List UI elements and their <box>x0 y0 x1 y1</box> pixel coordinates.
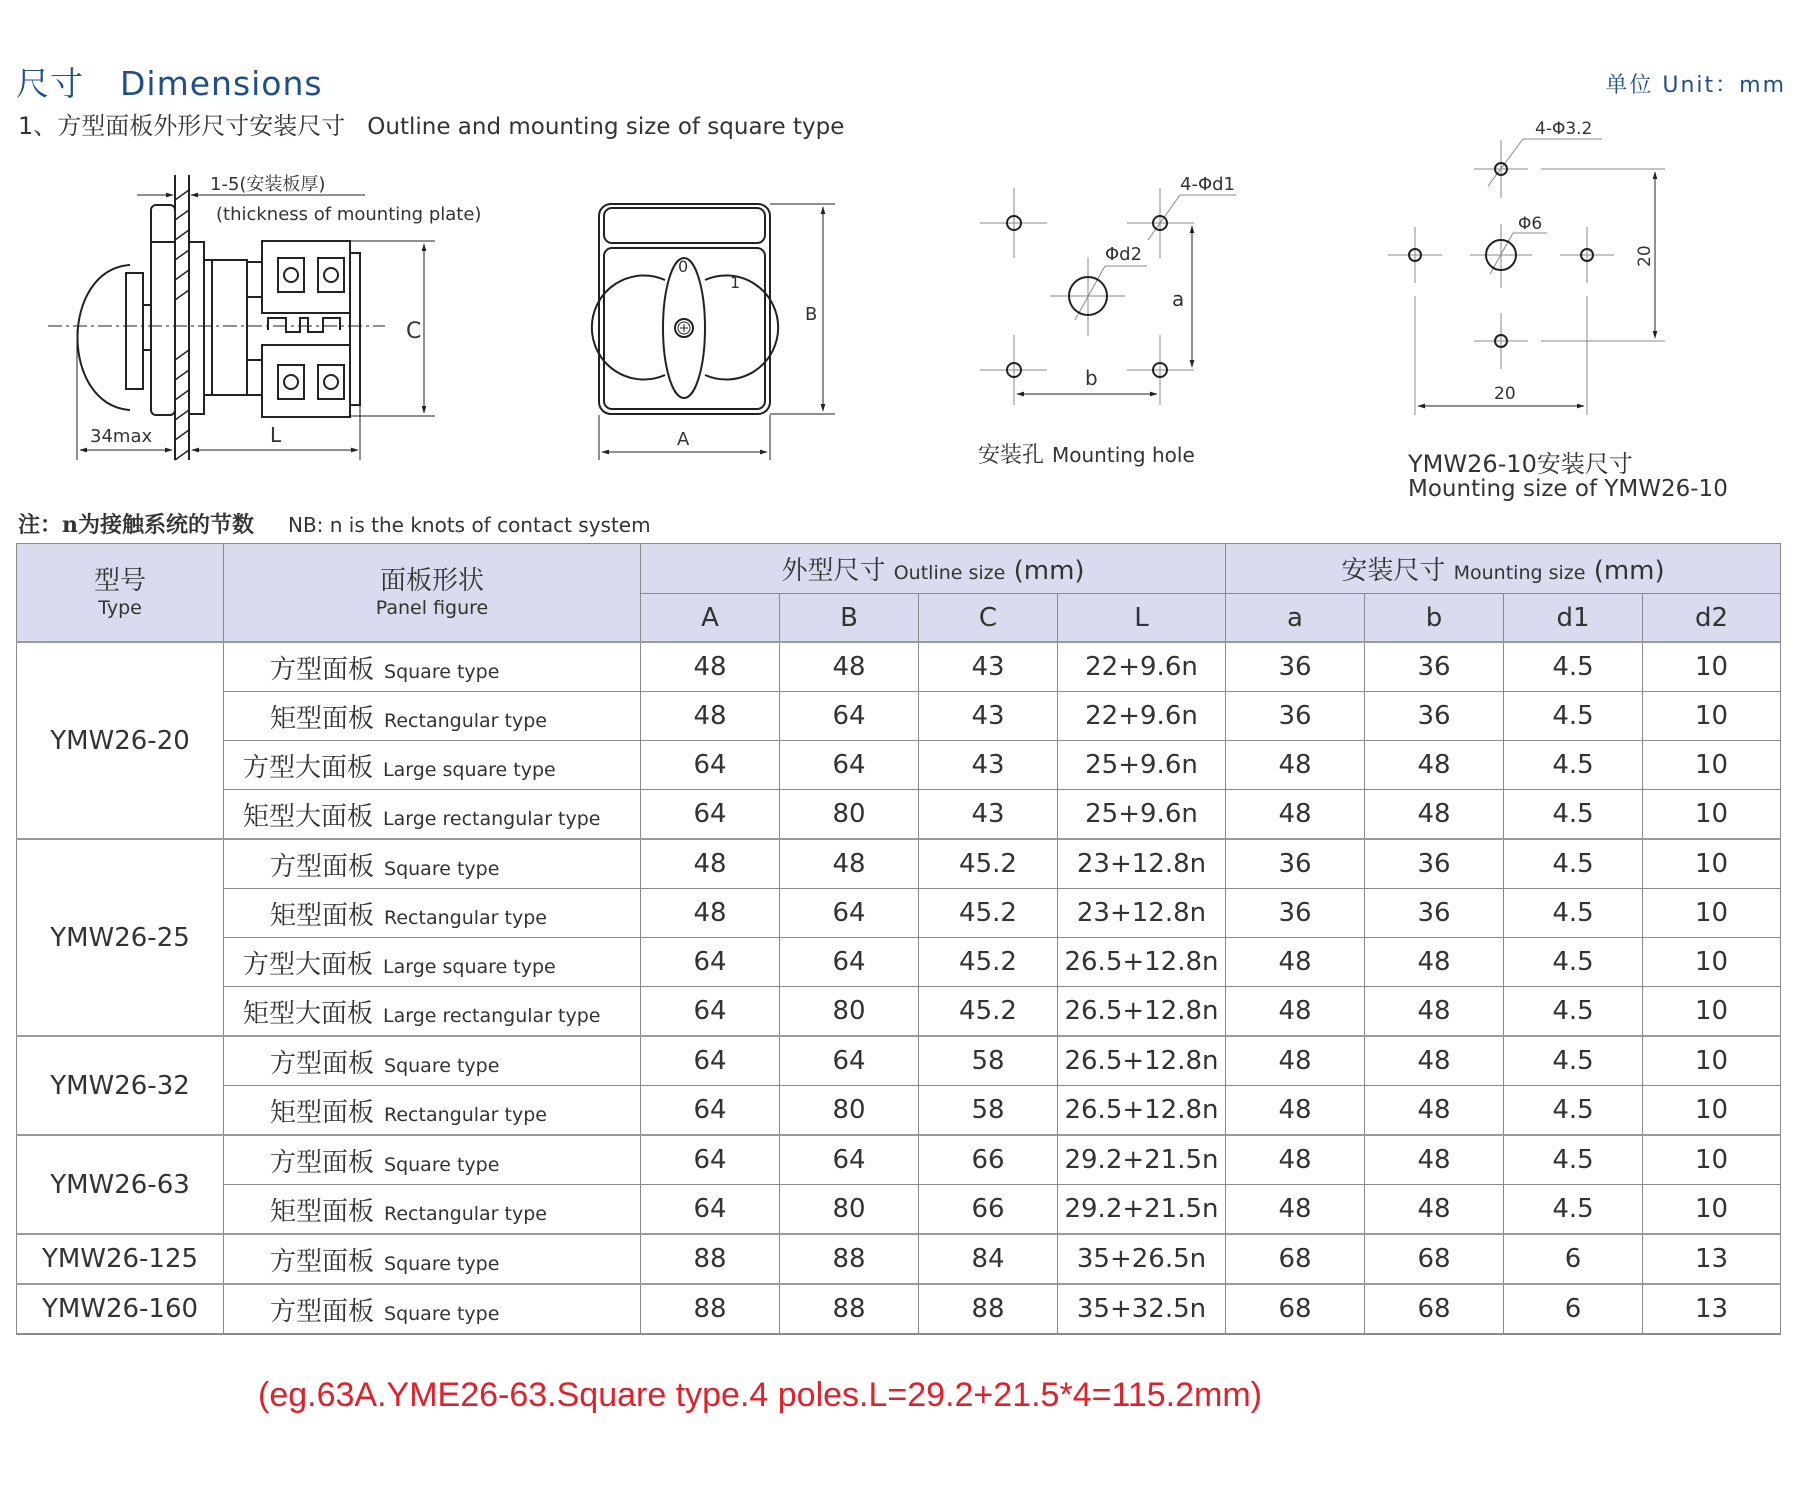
value-cell-L: 25+9.6n <box>1058 741 1226 790</box>
value-cell-L: 22+9.6n <box>1058 642 1226 692</box>
panel-cn: 方型面板 <box>270 1048 375 1079</box>
panel-cell <box>224 1135 641 1185</box>
panel-cell <box>224 1185 641 1235</box>
panel-cell <box>224 642 641 692</box>
panel-cell <box>224 692 641 741</box>
value-cell-d2: 13 <box>1643 1234 1781 1284</box>
table-row <box>17 889 1781 938</box>
dim-34max: 34max <box>90 426 153 447</box>
value-cell-a: 36 <box>1226 889 1365 938</box>
col-header-L: L <box>1058 594 1226 643</box>
table-row <box>17 1284 1781 1334</box>
value-cell-C: 43 <box>919 692 1058 741</box>
value-cell-d2: 13 <box>1643 1284 1781 1334</box>
value-cell-d1: 4.5 <box>1504 692 1643 741</box>
value-cell-L: 23+12.8n <box>1058 839 1226 889</box>
panel-cell <box>224 1036 641 1086</box>
col-header-B: B <box>780 594 919 643</box>
value-cell-C: 66 <box>919 1185 1058 1235</box>
value-cell-a: 48 <box>1226 1135 1365 1185</box>
value-cell-C: 45.2 <box>919 987 1058 1037</box>
value-cell-A: 64 <box>641 790 780 840</box>
value-cell-B: 64 <box>780 1036 919 1086</box>
value-cell-a: 36 <box>1226 642 1365 692</box>
ymw26-10-caption-en: Mounting size of YMW26-10 <box>1408 476 1728 502</box>
value-cell-L: 26.5+12.8n <box>1058 1036 1226 1086</box>
value-cell-A: 48 <box>641 642 780 692</box>
value-cell-A: 64 <box>641 1086 780 1136</box>
value-cell-B: 64 <box>780 938 919 987</box>
dim-a: a <box>1172 287 1185 311</box>
value-cell-a: 48 <box>1226 790 1365 840</box>
value-cell-d1: 4.5 <box>1504 1185 1643 1235</box>
model-cell: YMW26-125 <box>17 1234 224 1284</box>
table-row <box>17 642 1781 692</box>
panel-cell <box>224 987 641 1037</box>
value-cell-d2: 10 <box>1643 790 1781 840</box>
subtitle-cn: 1、方型面板外形尺寸安装尺寸 <box>18 112 346 140</box>
panel-en: Rectangular type <box>384 1103 547 1126</box>
panel-cn: 方型面板 <box>270 851 375 882</box>
panel-cell <box>224 1284 641 1334</box>
center-hole-label-10: Φ6 <box>1518 214 1543 234</box>
panel-en: Square type <box>384 660 500 683</box>
value-cell-L: 25+9.6n <box>1058 790 1226 840</box>
value-cell-B: 48 <box>780 839 919 889</box>
value-cell-b: 48 <box>1365 1185 1504 1235</box>
value-cell-b: 48 <box>1365 790 1504 840</box>
value-cell-d2: 10 <box>1643 741 1781 790</box>
panel-en: Square type <box>384 1252 500 1275</box>
value-cell-b: 36 <box>1365 642 1504 692</box>
value-cell-A: 64 <box>641 1185 780 1235</box>
section-subtitle <box>18 106 844 141</box>
table-row <box>17 790 1781 840</box>
value-cell-d1: 4.5 <box>1504 642 1643 692</box>
value-cell-b: 68 <box>1365 1284 1504 1334</box>
value-cell-b: 48 <box>1365 1135 1504 1185</box>
value-cell-a: 48 <box>1226 1036 1365 1086</box>
table-row <box>17 1036 1781 1086</box>
value-cell-C: 88 <box>919 1284 1058 1334</box>
value-cell-L: 22+9.6n <box>1058 692 1226 741</box>
panel-cn: 方型面板 <box>270 1296 375 1327</box>
value-cell-L: 29.2+21.5n <box>1058 1185 1226 1235</box>
value-cell-B: 48 <box>780 642 919 692</box>
table-row <box>17 839 1781 889</box>
value-cell-B: 80 <box>780 987 919 1037</box>
value-cell-b: 48 <box>1365 1036 1504 1086</box>
dim-C: C <box>406 319 422 344</box>
panel-cn: 矩型大面板 <box>243 801 374 832</box>
col-header-type: 型号 Type <box>17 544 224 643</box>
value-cell-C: 58 <box>919 1086 1058 1136</box>
table-row <box>17 938 1781 987</box>
value-cell-d1: 4.5 <box>1504 889 1643 938</box>
value-cell-C: 43 <box>919 642 1058 692</box>
value-cell-B: 64 <box>780 889 919 938</box>
position-0: 0 <box>678 257 689 276</box>
value-cell-a: 68 <box>1226 1284 1365 1334</box>
ymw26-10-diagram <box>1370 110 1800 430</box>
value-cell-A: 64 <box>641 741 780 790</box>
panel-cell <box>224 1234 641 1284</box>
panel-cn: 方型面板 <box>270 1246 375 1277</box>
value-cell-b: 48 <box>1365 1086 1504 1136</box>
value-cell-L: 35+32.5n <box>1058 1284 1226 1334</box>
value-cell-b: 36 <box>1365 692 1504 741</box>
table-row <box>17 1185 1781 1235</box>
value-cell-B: 64 <box>780 692 919 741</box>
col-header-A: A <box>641 594 780 643</box>
dim-vertical-20: 20 <box>1635 245 1655 267</box>
value-cell-d2: 10 <box>1643 938 1781 987</box>
panel-en: Rectangular type <box>384 906 547 929</box>
value-cell-d1: 6 <box>1504 1234 1643 1284</box>
table-row <box>17 987 1781 1037</box>
value-cell-L: 35+26.5n <box>1058 1234 1226 1284</box>
unit-label: 单位 Unit：mm <box>1605 73 1786 98</box>
value-cell-a: 48 <box>1226 1086 1365 1136</box>
panel-en: Large square type <box>383 955 556 978</box>
value-cell-C: 45.2 <box>919 839 1058 889</box>
panel-cell <box>224 1086 641 1136</box>
panel-cn: 矩型面板 <box>270 1196 375 1227</box>
model-cell: YMW26-25 <box>17 839 224 1036</box>
value-cell-A: 88 <box>641 1234 780 1284</box>
holes-label: 4-Φd1 <box>1180 174 1235 195</box>
note-en: NB: n is the knots of contact system <box>288 513 651 537</box>
value-cell-b: 36 <box>1365 839 1504 889</box>
dim-B: B <box>805 304 818 325</box>
panel-en: Square type <box>384 857 500 880</box>
value-cell-d2: 10 <box>1643 889 1781 938</box>
value-cell-d2: 10 <box>1643 1086 1781 1136</box>
value-cell-a: 68 <box>1226 1234 1365 1284</box>
col-header-C: C <box>919 594 1058 643</box>
ymw26-10-caption-cn: YMW26-10安装尺寸 <box>1408 450 1633 478</box>
value-cell-d2: 10 <box>1643 987 1781 1037</box>
value-cell-b: 68 <box>1365 1234 1504 1284</box>
value-cell-d1: 4.5 <box>1504 1086 1643 1136</box>
col-header-a: a <box>1226 594 1365 643</box>
panel-cn: 方型面板 <box>270 654 375 685</box>
table-row <box>17 1234 1781 1284</box>
col-header-b: b <box>1365 594 1504 643</box>
value-cell-d1: 4.5 <box>1504 790 1643 840</box>
panel-en: Square type <box>384 1054 500 1077</box>
panel-cell <box>224 790 641 840</box>
caption-en: Mounting hole <box>1052 443 1195 467</box>
position-1: 1 <box>730 273 741 292</box>
title-en: Dimensions <box>120 64 323 103</box>
group-header-mounting: 安装尺寸 Mounting size (mm) <box>1226 544 1781 594</box>
model-cell: YMW26-20 <box>17 642 224 839</box>
value-cell-C: 66 <box>919 1135 1058 1185</box>
value-cell-C: 43 <box>919 790 1058 840</box>
value-cell-a: 48 <box>1226 1185 1365 1235</box>
value-cell-B: 80 <box>780 1185 919 1235</box>
model-cell: YMW26-32 <box>17 1036 224 1135</box>
table-row <box>17 1086 1781 1136</box>
value-cell-L: 26.5+12.8n <box>1058 938 1226 987</box>
col-header-d2: d2 <box>1643 594 1781 643</box>
panel-cn: 矩型大面板 <box>243 998 374 1029</box>
table-row <box>17 1135 1781 1185</box>
value-cell-A: 48 <box>641 839 780 889</box>
dimensions-table <box>16 543 1781 1335</box>
value-cell-d2: 10 <box>1643 839 1781 889</box>
panel-en: Square type <box>384 1302 500 1325</box>
value-cell-A: 64 <box>641 1135 780 1185</box>
plate-thickness-label-en: (thickness of mounting plate) <box>216 204 482 225</box>
value-cell-b: 48 <box>1365 938 1504 987</box>
mounting-hole-caption <box>978 438 1195 469</box>
value-cell-C: 84 <box>919 1234 1058 1284</box>
panel-cn: 方型大面板 <box>243 752 374 783</box>
title-cn: 尺寸 <box>16 64 84 103</box>
example-calculation: (eg.63A.YME26-63.Square type.4 poles.L=29.2+21.5*4=115.2mm) <box>258 1376 1262 1414</box>
value-cell-B: 80 <box>780 1086 919 1136</box>
side-view-diagram <box>40 160 530 480</box>
value-cell-d1: 4.5 <box>1504 741 1643 790</box>
holes-label-10: 4-Φ3.2 <box>1535 119 1593 139</box>
value-cell-a: 48 <box>1226 938 1365 987</box>
value-cell-B: 88 <box>780 1234 919 1284</box>
value-cell-a: 48 <box>1226 987 1365 1037</box>
dim-A: A <box>677 429 690 450</box>
plate-thickness-label: 1-5(安装板厚) <box>210 174 326 195</box>
page-title <box>16 58 323 105</box>
value-cell-L: 23+12.8n <box>1058 889 1226 938</box>
value-cell-B: 64 <box>780 741 919 790</box>
panel-cell <box>224 938 641 987</box>
value-cell-B: 80 <box>780 790 919 840</box>
value-cell-a: 48 <box>1226 741 1365 790</box>
center-hole-label: Φd2 <box>1105 244 1143 265</box>
value-cell-d1: 4.5 <box>1504 938 1643 987</box>
value-cell-A: 88 <box>641 1284 780 1334</box>
panel-cell <box>224 839 641 889</box>
value-cell-a: 36 <box>1226 839 1365 889</box>
caption-cn: 安装孔 <box>978 443 1045 468</box>
value-cell-L: 26.5+12.8n <box>1058 1086 1226 1136</box>
panel-cell <box>224 889 641 938</box>
panel-en: Large rectangular type <box>383 1004 601 1027</box>
col-header-panel: 面板形状 Panel figure <box>224 544 641 643</box>
panel-cn: 矩型面板 <box>270 900 375 931</box>
value-cell-d2: 10 <box>1643 1185 1781 1235</box>
group-header-outline: 外型尺寸 Outline size (mm) <box>641 544 1226 594</box>
panel-en: Square type <box>384 1153 500 1176</box>
dim-horizontal-20: 20 <box>1494 384 1516 404</box>
value-cell-d2: 10 <box>1643 642 1781 692</box>
panel-en: Rectangular type <box>384 1202 547 1225</box>
mounting-hole-diagram <box>960 160 1290 420</box>
value-cell-d1: 4.5 <box>1504 1135 1643 1185</box>
model-cell: YMW26-160 <box>17 1284 224 1334</box>
col-header-d1: d1 <box>1504 594 1643 643</box>
value-cell-A: 64 <box>641 1036 780 1086</box>
panel-en: Large square type <box>383 758 556 781</box>
value-cell-b: 48 <box>1365 741 1504 790</box>
value-cell-a: 36 <box>1226 692 1365 741</box>
subtitle-en: Outline and mounting size of square type <box>367 114 845 140</box>
panel-cell <box>224 741 641 790</box>
value-cell-B: 88 <box>780 1284 919 1334</box>
value-cell-d2: 10 <box>1643 692 1781 741</box>
model-cell: YMW26-63 <box>17 1135 224 1234</box>
value-cell-C: 45.2 <box>919 938 1058 987</box>
table-row <box>17 692 1781 741</box>
value-cell-B: 64 <box>780 1135 919 1185</box>
value-cell-A: 48 <box>641 692 780 741</box>
value-cell-d1: 4.5 <box>1504 839 1643 889</box>
value-cell-L: 29.2+21.5n <box>1058 1135 1226 1185</box>
value-cell-A: 64 <box>641 987 780 1037</box>
panel-cn: 矩型面板 <box>270 703 375 734</box>
panel-cn: 矩型面板 <box>270 1097 375 1128</box>
value-cell-A: 64 <box>641 938 780 987</box>
value-cell-C: 58 <box>919 1036 1058 1086</box>
value-cell-d2: 10 <box>1643 1135 1781 1185</box>
value-cell-d1: 4.5 <box>1504 987 1643 1037</box>
front-view-diagram <box>580 190 840 480</box>
value-cell-b: 48 <box>1365 987 1504 1037</box>
value-cell-b: 36 <box>1365 889 1504 938</box>
value-cell-C: 43 <box>919 741 1058 790</box>
value-cell-d1: 6 <box>1504 1284 1643 1334</box>
panel-en: Rectangular type <box>384 709 547 732</box>
panel-cn: 方型面板 <box>270 1147 375 1178</box>
value-cell-A: 48 <box>641 889 780 938</box>
dim-L: L <box>270 423 282 447</box>
panel-en: Large rectangular type <box>383 807 601 830</box>
panel-cn: 方型大面板 <box>243 949 374 980</box>
value-cell-L: 26.5+12.8n <box>1058 987 1226 1037</box>
value-cell-C: 45.2 <box>919 889 1058 938</box>
table-row <box>17 741 1781 790</box>
note-cn: 注：n为接触系统的节数 <box>18 512 254 538</box>
value-cell-d1: 4.5 <box>1504 1036 1643 1086</box>
footnote <box>18 508 651 539</box>
dim-b: b <box>1085 366 1098 390</box>
value-cell-d2: 10 <box>1643 1036 1781 1086</box>
